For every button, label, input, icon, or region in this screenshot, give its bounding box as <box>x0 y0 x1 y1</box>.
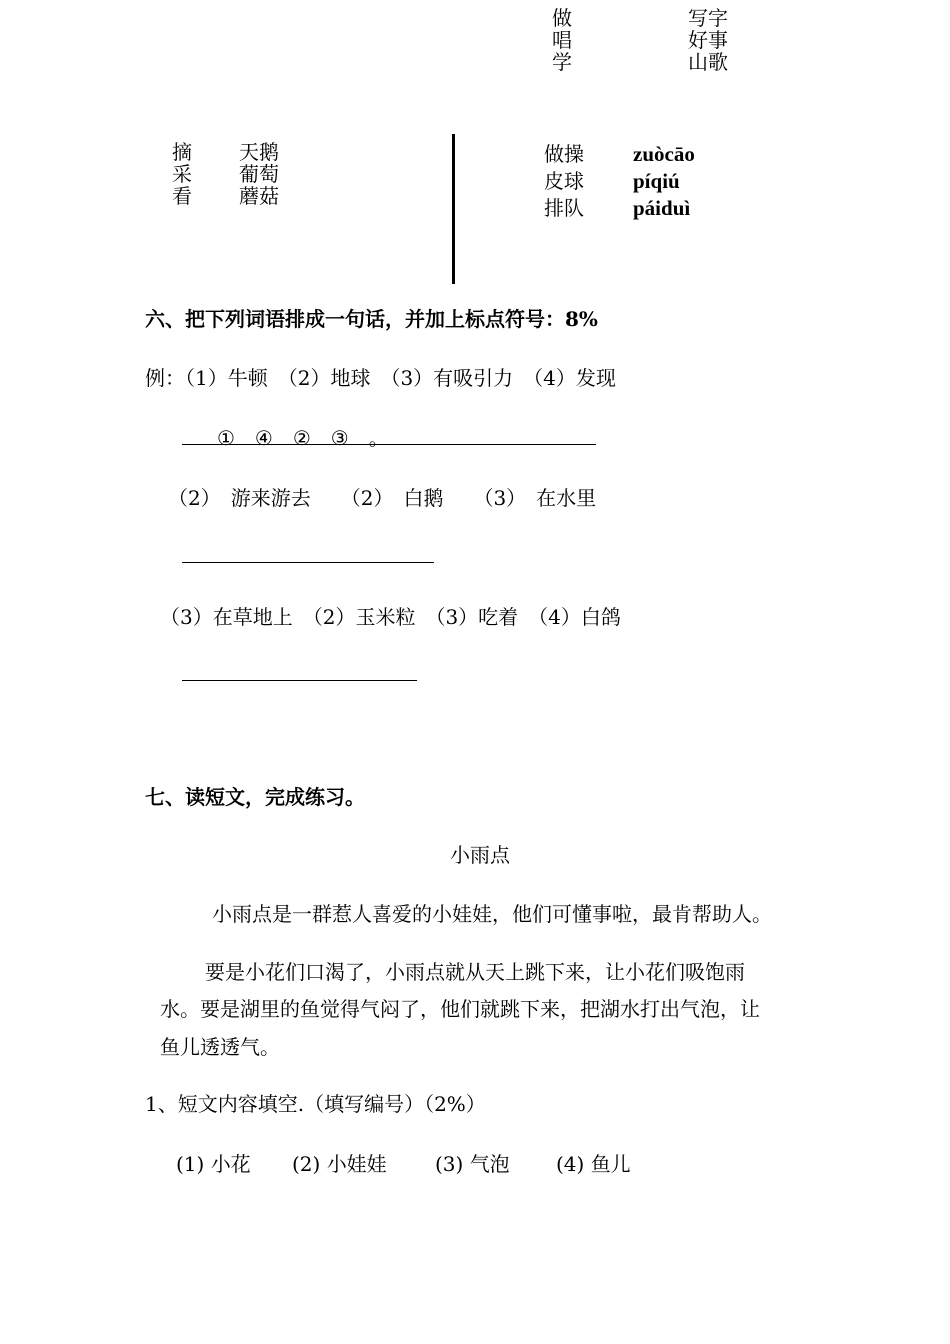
section6-question-2: （3）在草地上 （2）玉米粒 （3）吃着 （4）白鸽 <box>160 605 621 629</box>
passage-paragraph-1: 小雨点是一群惹人喜爱的小娃娃，他们可懂事啦，最肯帮助人。 <box>212 902 772 926</box>
answer-line-2[interactable] <box>182 680 417 681</box>
match-mid-left <box>172 141 192 207</box>
pinyin-word: 做操 <box>544 142 584 166</box>
pinyin-text: páiduì <box>633 196 691 220</box>
match-word: 葡萄 <box>239 162 279 186</box>
passage-paragraph-2-line-2: 水。要是湖里的鱼觉得气闷了，他们就跳下来，把湖水打出气泡，让 <box>160 997 760 1021</box>
match-word: 唱 <box>552 28 572 52</box>
divider-vertical <box>452 134 455 284</box>
option-4: (4) 鱼儿 <box>556 1152 631 1176</box>
match-word: 好事 <box>688 28 728 52</box>
match-top-right <box>688 7 728 73</box>
section6-title: 六、把下列词语排成一句话，并加上标点符号：8% <box>145 307 598 331</box>
match-word: 山歌 <box>688 50 728 74</box>
pinyin-word: 排队 <box>544 196 584 220</box>
section6-question-1: （2） 游来游去 （2） 白鹅 （3） 在水里 <box>168 486 597 510</box>
pinyin-words <box>544 141 584 222</box>
passage-paragraph-2-line-1: 要是小花们口渴了，小雨点就从天上跳下来，让小花们吸饱雨 <box>205 960 745 984</box>
match-word: 蘑菇 <box>239 184 279 208</box>
section7-title: 七、读短文，完成练习。 <box>145 785 365 809</box>
option-2: (2) 小娃娃 <box>292 1152 387 1176</box>
pinyin-word: 皮球 <box>544 169 584 193</box>
match-word: 学 <box>552 50 572 74</box>
match-word: 做 <box>552 6 572 30</box>
match-top-left <box>552 7 572 73</box>
passage-title: 小雨点 <box>450 843 510 867</box>
match-word: 摘 <box>172 140 192 164</box>
match-word: 看 <box>172 184 192 208</box>
match-word: 采 <box>172 162 192 186</box>
match-word: 天鹅 <box>239 140 279 164</box>
section6-example-answer: ① ④ ② ③ 。 <box>217 426 389 450</box>
section7-question-1: 1、短文内容填空.（填写编号）（2%） <box>145 1092 486 1116</box>
match-word: 写字 <box>688 6 728 30</box>
pinyin-column <box>633 141 695 222</box>
passage-paragraph-2-line-3: 鱼儿透透气。 <box>160 1035 280 1059</box>
pinyin-text: píqiú <box>633 169 680 193</box>
option-3: (3) 气泡 <box>435 1152 510 1176</box>
pinyin-text: zuòcāo <box>633 142 695 166</box>
option-1: (1) 小花 <box>176 1152 251 1176</box>
match-mid-right <box>239 141 279 207</box>
answer-line-1[interactable] <box>182 562 434 563</box>
section6-example: 例：（1）牛顿 （2）地球 （3）有吸引力 （4）发现 <box>145 366 616 390</box>
example-answer-line <box>182 444 596 445</box>
